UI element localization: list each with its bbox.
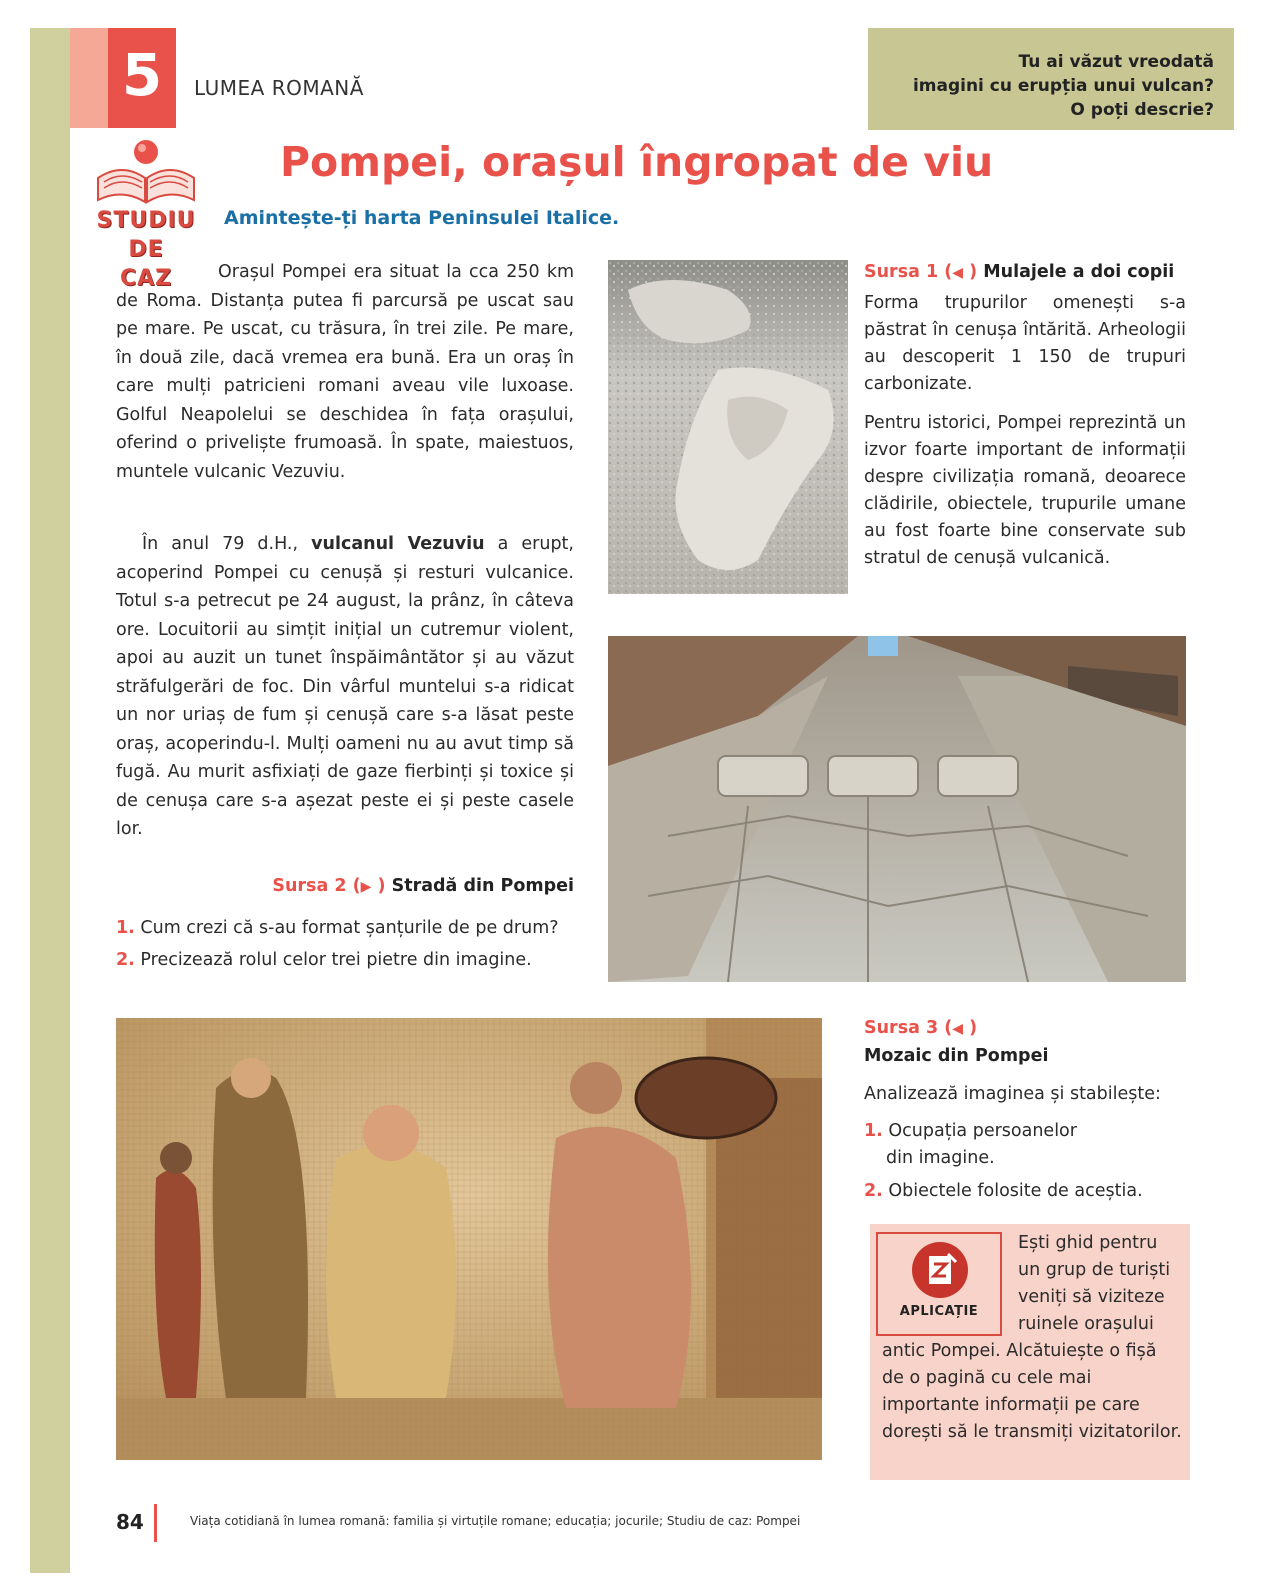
question-line: Tu ai văzut vreodată [1018, 52, 1214, 72]
source2-heading: Sursa 2 (▶ ) Stradă din Pompei [272, 876, 574, 896]
chapter-title: LUMEA ROMANĂ [194, 76, 364, 100]
subtitle: Amintește-ți harta Peninsulei Italice. [224, 207, 620, 229]
source3-title: Mozaic din Pompei [864, 1046, 1049, 1066]
source3-heading: Sursa 3 (◀ ) [864, 1018, 978, 1038]
question-line: O poți descrie? [1070, 100, 1214, 120]
chapter-number: 5 [121, 41, 163, 109]
source3-prompt: Analizează imaginea și stabilește: [864, 1084, 1161, 1104]
footer-text: Viața cotidiană în lumea romană: familia și virtuțile romane; educația; jocurile; Studiu de caz: Pompei [190, 1514, 801, 1528]
application-text: Ești ghid pentru un grup de turiști veniți să viziteze ruinele orașului antic Pompei. Alcătuiește o fișă de o pagină cu cele mai importante informații pe care dorești să le transmiți vizitatorilor. [882, 1233, 1182, 1442]
footer-divider [154, 1504, 157, 1542]
warmup-question-box [868, 28, 1234, 130]
sidebar-bar [30, 28, 70, 1573]
page-title: Pompei, orașul îngropat de viu [280, 138, 994, 186]
question-line: imagini cu erupția unui vulcan? [912, 76, 1214, 96]
arrow-right-icon: ▶ [360, 879, 372, 895]
source1-commentary: Pentru istorici, Pompei reprezintă un izvor foarte important de informații despre civilizația romană, deoarece clădirile, obiectele, trupurile umane au fost foarte bine conservate sub stratul de cenușă vulcanică. [864, 413, 1186, 568]
paragraph-eruption: În anul 79 d.H., vulcanul Vezuviu a erupt, acoperind Pompei cu cenușă și resturi vulcanice. Totul s-a petrecut pe 24 august, la prânz, în câteva ore. Locuitorii au simțit inițial un cutremur violent, apoi au auzit un tunet înspăimântător și au văzut străfulgerări de foc. Din vârful muntelui s-a ridicat un nor uriaș de fum și cenușă care s-a lăsat peste oraș, acoperindu-l. Mulți oameni nu au avut timp să fugă. Au murit asfixiați de gaze fierbinți și toxice și de cenușa care s-a așezat peste ei și peste casele lor. [116, 534, 574, 839]
source3-questions [864, 1118, 1194, 1211]
list-item: 2. Precizează rolul celor trei pietre din imagine. [116, 950, 532, 970]
case-study-label: STUDIU DE CAZ [96, 208, 196, 291]
application-label: APLICAȚIE [899, 1304, 979, 1319]
list-item: 1. Cum crezi că s-au format șanțurile de pe drum? [116, 918, 559, 938]
photo-pompeii-street [608, 636, 1186, 982]
source1-text: Forma trupurilor omenești s-a păstrat în cenușa întărită. Arheologii au descoperit 1 150 de trupuri carbonizate. [864, 293, 1186, 394]
source2-questions [116, 912, 596, 976]
photo-body-casts [608, 260, 848, 594]
arrow-left-icon: ◀ [952, 1021, 964, 1037]
list-item: 1. Ocupația persoanelor din imagine. [864, 1121, 1077, 1168]
paragraph-intro: Orașul Pompei era situat la cca 250 km de Roma. Distanța putea fi parcursă pe uscat sau pe mare. Pe uscat, cu trăsura, în trei zile. Pe mare, în două zile, dacă vremea era bună. Era un oraș în care mulți patricieni romani aveau vile luxoase. Golful Neapolelui se deschidea în fața orașului, oferind o priveliște frumoasă. În spate, maiestuos, muntele vulcanic Vezuviu. [116, 262, 574, 482]
page-number: 84 [116, 1510, 144, 1534]
application-box [870, 1224, 1190, 1480]
chapter-tab-accent [70, 28, 110, 128]
source1-heading: Sursa 1 (◀ ) Mulajele a doi copii [864, 262, 1175, 282]
photo-mosaic [116, 1018, 822, 1460]
arrow-left-icon: ◀ [952, 265, 964, 281]
list-item: 2. Obiectele folosite de aceștia. [864, 1181, 1143, 1201]
